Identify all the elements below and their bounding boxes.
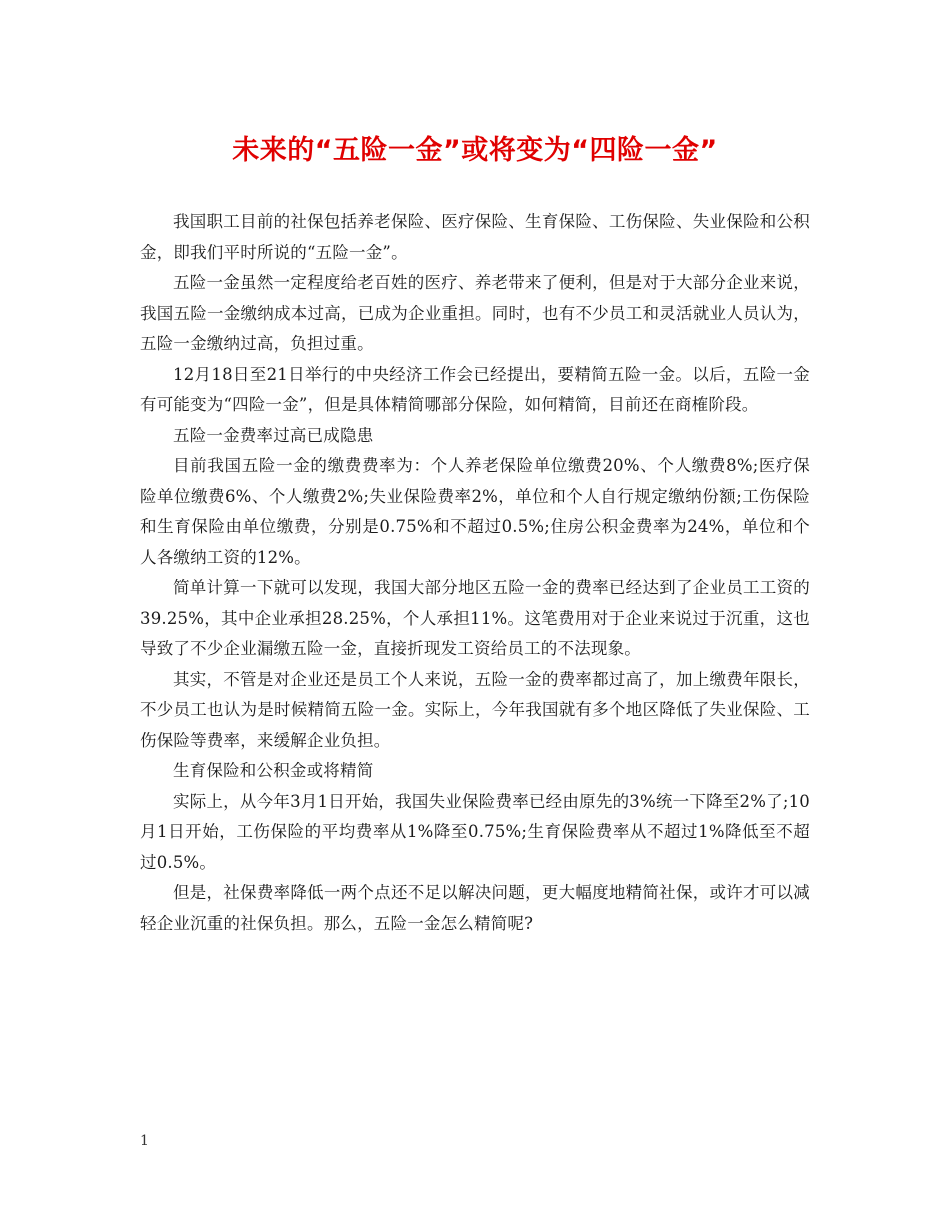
page-number: 1 (140, 1133, 149, 1149)
paragraph: 实际上，从今年3月1日开始，我国失业保险费率已经由原先的3%统一下降至2%了;10月1日开始，工伤保险的平均费率从1%降至0.75%;生育保险费率从不超过1%降低至不超过0.5%。 (140, 791, 810, 872)
paragraph: 简单计算一下就可以发现，我国大部分地区五险一金的费率已经达到了企业员工工资的39.25%，其中企业承担28.25%，个人承担11%。这笔费用对于企业来说过于沉重，这也导致了不少企业漏缴五险一金，直接折现发工资给员工的不法现象。 (140, 578, 810, 658)
section-heading: 生育保险和公积金或将精简 (173, 761, 374, 780)
paragraph: 我国职工目前的社保包括养老保险、医疗保险、生育保险、工伤保险、失业保险和公积金，即我们平时所说的“五险一金”。 (140, 212, 810, 262)
paragraph: 但是，社保费率降低一两个点还不足以解决问题，更大幅度地精简社保，或许才可以减轻企业沉重的社保负担。那么，五险一金怎么精简呢? (140, 883, 810, 933)
paragraph: 其实，不管是对企业还是员工个人来说，五险一金的费率都过高了，加上缴费年限长，不少员工也认为是时候精简五险一金。实际上，今年我国就有多个地区降低了失业保险、工伤保险等费率，来缓解企业负担。 (140, 669, 810, 750)
paragraph: 五险一金虽然一定程度给老百姓的医疗、养老带来了便利，但是对于大部分企业来说，我国五险一金缴纳成本过高，已成为企业重担。同时，也有不少员工和灵活就业人员认为，五险一金缴纳过高，负担过重。 (140, 273, 810, 353)
document-title: 未来的“五险一金”或将变为“四险一金” (232, 135, 718, 166)
paragraph: 目前我国五险一金的缴费费率为：个人养老保险单位缴费20%、个人缴费8%;医疗保险单位缴费6%、个人缴费2%;失业保险费率2%，单位和个人自行规定缴纳份额;工伤保险和生育保险由单位缴费，分别是0.75%和不超过0.5%;住房公积金费率为24%，单位和个人各缴纳工资的12%。 (140, 456, 810, 567)
paragraph: 12月18日至21日举行的中央经济工作会已经提出，要精简五险一金。以后，五险一金有可能变为“四险一金”，但是具体精简哪部分保险，如何精简，目前还在商榷阶段。 (140, 364, 810, 414)
section-heading: 五险一金费率过高已成隐患 (173, 425, 374, 445)
document-body (140, 207, 810, 939)
